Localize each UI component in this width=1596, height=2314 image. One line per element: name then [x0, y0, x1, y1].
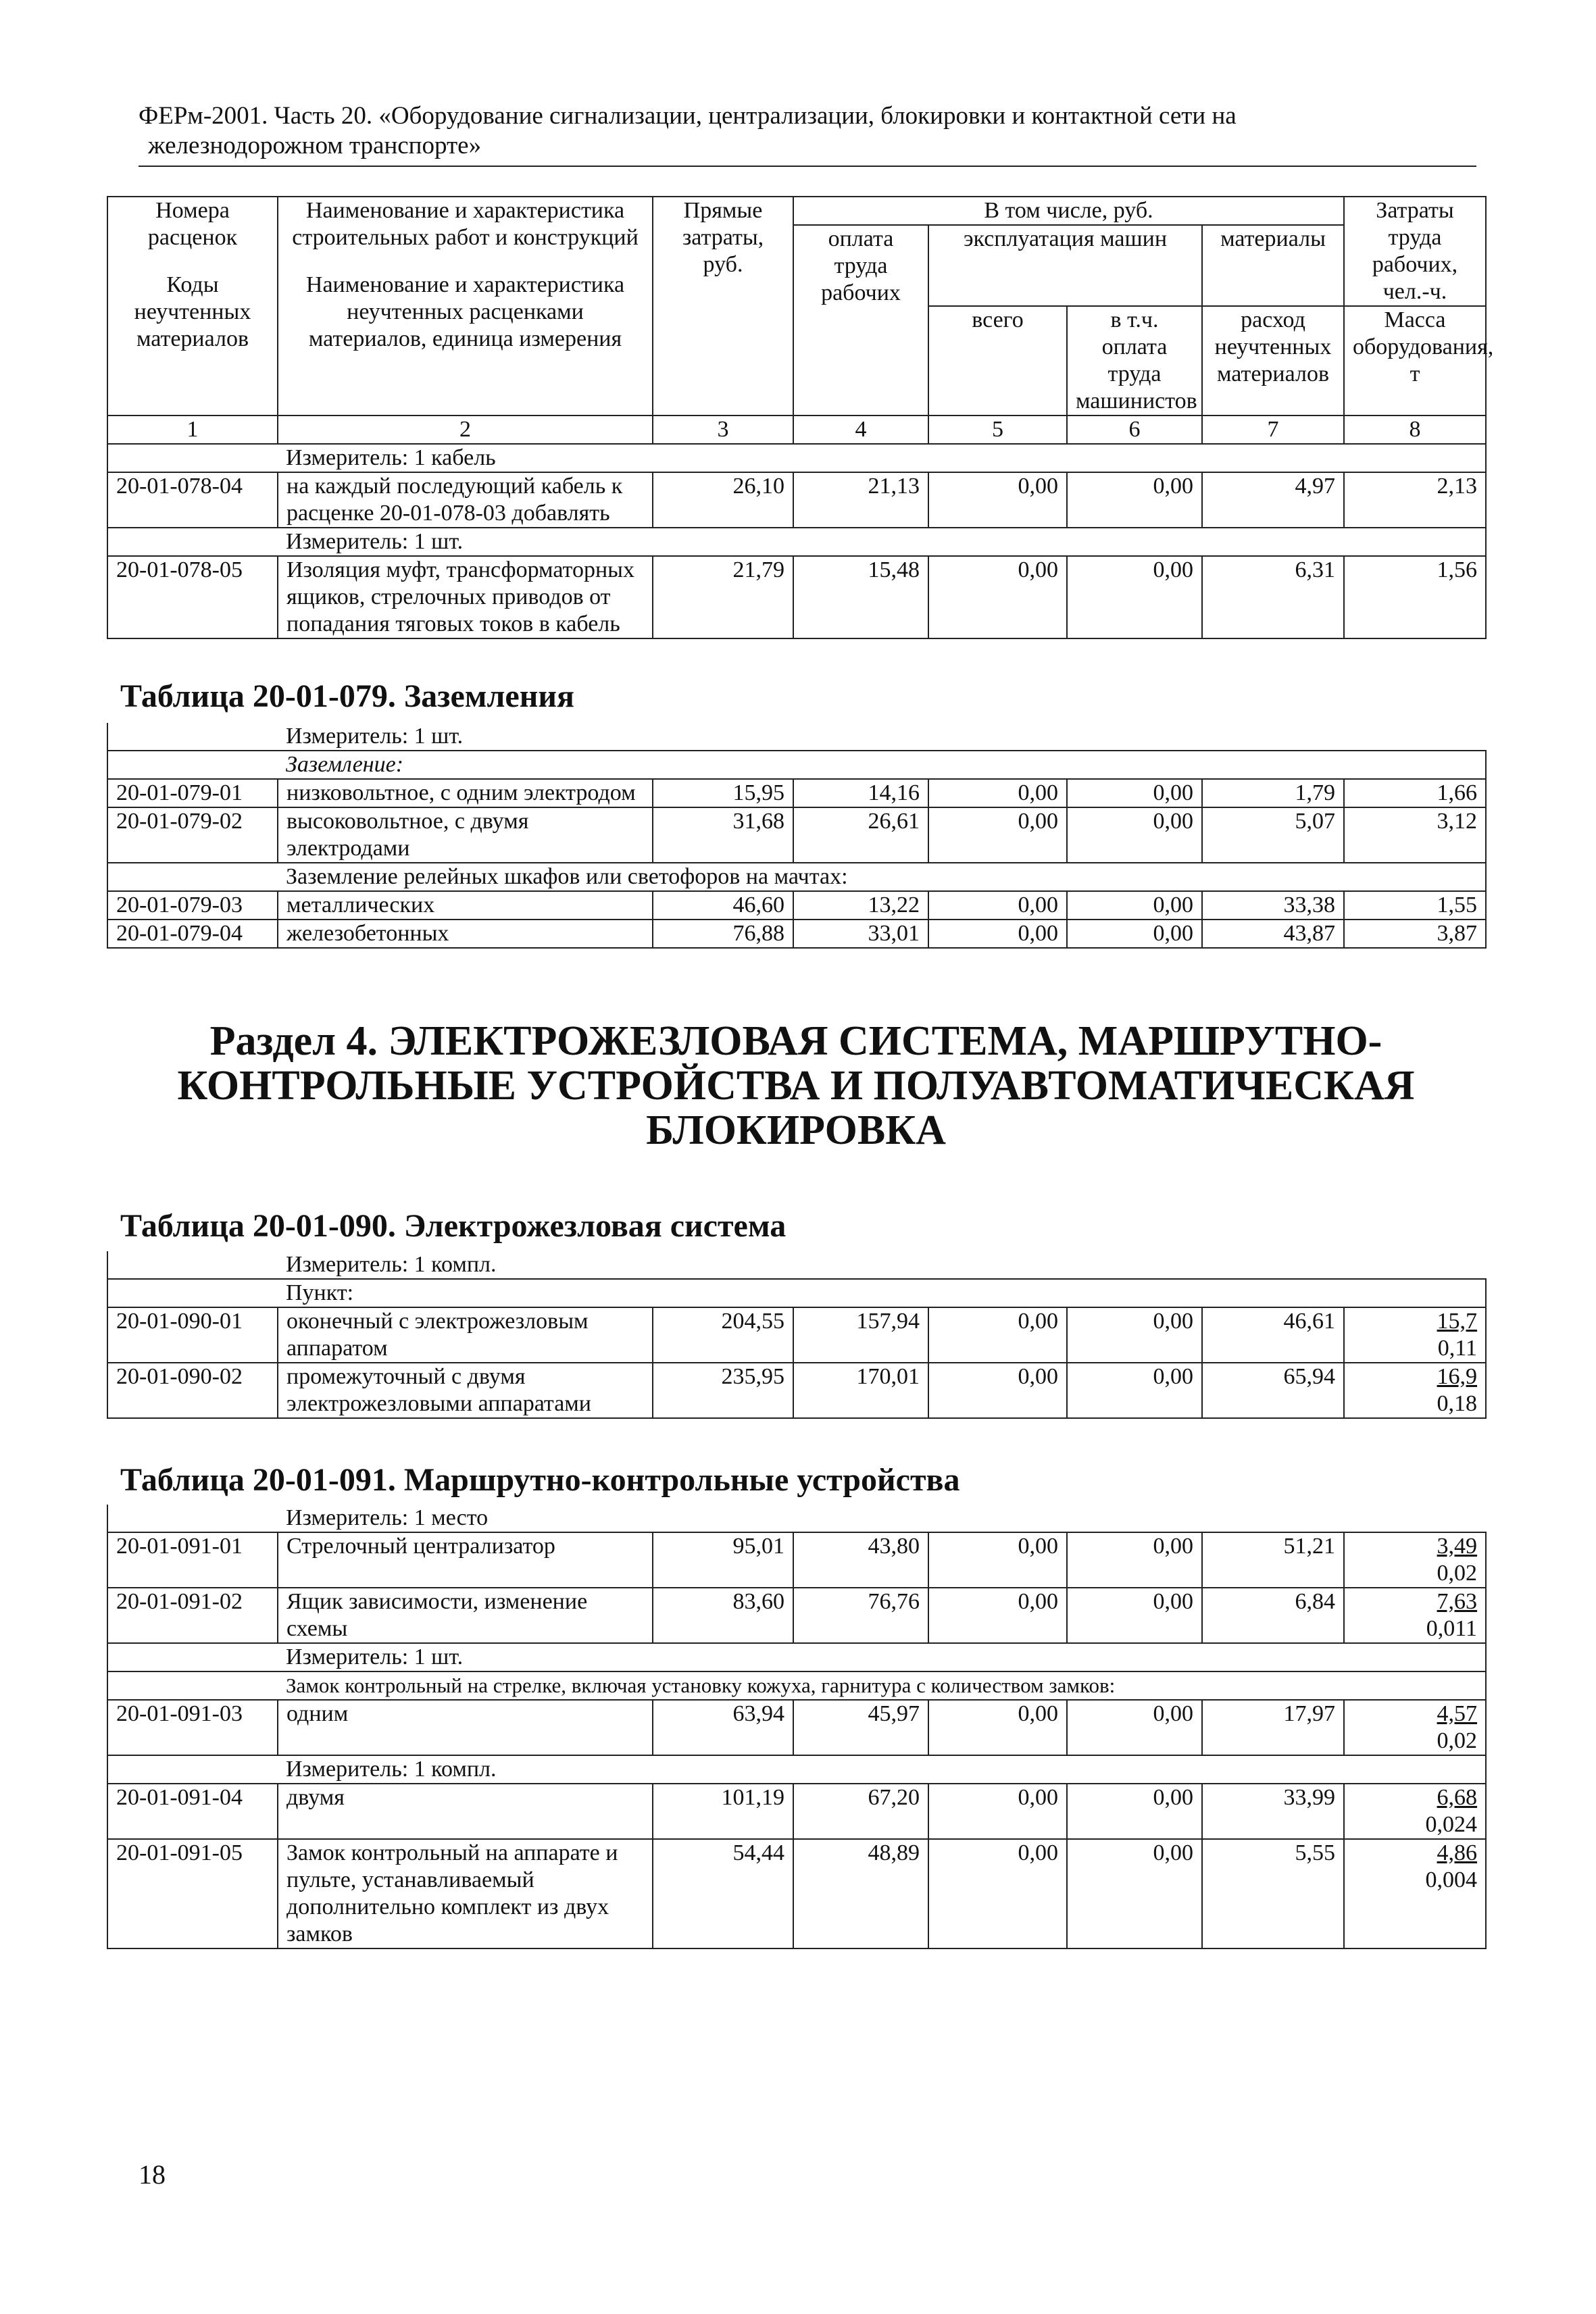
machines-total: 0,00: [928, 472, 1067, 528]
rate-code: 20-01-079-04: [107, 920, 278, 948]
machinists-pay: 0,00: [1067, 920, 1202, 948]
group-label: Заземление:: [278, 751, 1486, 779]
machines-total: 0,00: [928, 807, 1067, 863]
header-line-2: железнодорожном транспорте»: [148, 132, 482, 159]
labor-hours: 1,55: [1344, 891, 1486, 920]
equipment-mass: 0,024: [1425, 1812, 1478, 1837]
table-row: [107, 556, 1486, 638]
labor-hours: 6,68: [1437, 1785, 1478, 1810]
section-title-line-3: БЛОКИРОВКА: [646, 1107, 946, 1153]
table-row: [107, 1307, 1486, 1363]
machinists-pay: 0,00: [1067, 1839, 1202, 1948]
equipment-mass: 0,02: [1437, 1561, 1478, 1586]
table-090-title: Таблица 20-01-090. Электрожезловая система: [120, 1208, 787, 1244]
group-label: Пункт:: [278, 1279, 1486, 1307]
measure-row: [107, 528, 1486, 556]
materials: 33,38: [1202, 891, 1344, 920]
machines-total: 0,00: [928, 920, 1067, 948]
labor-hours: 3,49: [1437, 1534, 1478, 1559]
machinists-pay: 0,00: [1067, 556, 1202, 638]
col-4-header: оплата труда рабочих: [793, 225, 928, 416]
machines-total: 0,00: [928, 1784, 1067, 1839]
rate-code: 20-01-078-04: [107, 472, 278, 528]
group-row: [107, 1671, 1486, 1700]
rate-name: Ящик зависимости, изменение схемы: [278, 1588, 653, 1643]
measure-label: Измеритель: 1 место: [278, 1505, 1486, 1532]
group-row: [107, 863, 1486, 891]
materials: 5,07: [1202, 807, 1344, 863]
col-number: 6: [1067, 416, 1202, 444]
table-row: [107, 1839, 1486, 1948]
labor-pay: 14,16: [793, 779, 928, 807]
machinists-pay: 0,00: [1067, 1784, 1202, 1839]
direct-cost: 204,55: [653, 1307, 793, 1363]
table-row: [107, 779, 1486, 807]
section-title: [107, 1019, 1485, 1153]
col-number: 8: [1344, 416, 1486, 444]
col-3-header: Прямые затраты, руб.: [653, 197, 793, 416]
group-label: Заземление релейных шкафов или светофоров на мачтах:: [278, 863, 1486, 891]
labor-hours-mass: [1344, 1363, 1486, 1418]
machines-total: 0,00: [928, 1363, 1067, 1418]
rate-name: железобетонных: [278, 920, 653, 948]
group-label: Замок контрольный на стрелке, включая установку кожуха, гарнитура с количеством замков:: [278, 1671, 1486, 1700]
labor-pay: 26,61: [793, 807, 928, 863]
machinists-pay: 0,00: [1067, 779, 1202, 807]
labor-hours-mass: [1344, 1532, 1486, 1588]
materials: 17,97: [1202, 1700, 1344, 1755]
machines-header: эксплуатация машин: [928, 225, 1202, 306]
labor-hours: 1,56: [1344, 556, 1486, 638]
labor-hours: 1,66: [1344, 779, 1486, 807]
machines-total: 0,00: [928, 779, 1067, 807]
measure-row: [107, 1251, 1486, 1279]
labor-hours: 15,7: [1437, 1309, 1478, 1334]
machines-total: 0,00: [928, 891, 1067, 920]
direct-cost: 31,68: [653, 807, 793, 863]
machinists-pay: 0,00: [1067, 1532, 1202, 1588]
measure-row: [107, 1505, 1486, 1532]
col-number: 3: [653, 416, 793, 444]
table-079: [107, 723, 1487, 949]
labor-hours: 2,13: [1344, 472, 1486, 528]
direct-cost: 63,94: [653, 1700, 793, 1755]
column-number-row: [107, 416, 1486, 444]
labor-pay: 33,01: [793, 920, 928, 948]
page-number: 18: [139, 2159, 166, 2190]
rate-name: одним: [278, 1700, 653, 1755]
labor-hours: 4,57: [1437, 1701, 1478, 1726]
machines-total: 0,00: [928, 1532, 1067, 1588]
rate-code: 20-01-090-02: [107, 1363, 278, 1418]
rate-name: Замок контрольный на аппарате и пульте, устанавливаемый дополнительно комплект из двух замков: [278, 1839, 653, 1948]
col-5-header: всего: [928, 306, 1067, 416]
table-079-title: Таблица 20-01-079. Заземления: [120, 678, 574, 714]
rate-code: 20-01-079-03: [107, 891, 278, 920]
labor-hours-mass: [1344, 1700, 1486, 1755]
table-091-title: Таблица 20-01-091. Маршрутно-контрольные устройства: [120, 1462, 960, 1498]
materials: 4,97: [1202, 472, 1344, 528]
equipment-mass: 0,011: [1426, 1616, 1478, 1641]
labor-hours: 3,87: [1344, 920, 1486, 948]
labor-pay: 45,97: [793, 1700, 928, 1755]
machines-total: 0,00: [928, 1839, 1067, 1948]
direct-cost: 54,44: [653, 1839, 793, 1948]
machinists-pay: 0,00: [1067, 807, 1202, 863]
direct-cost: 235,95: [653, 1363, 793, 1418]
rate-code: 20-01-091-02: [107, 1588, 278, 1643]
machines-total: 0,00: [928, 1307, 1067, 1363]
labor-pay: 76,76: [793, 1588, 928, 1643]
rate-name: Стрелочный централизатор: [278, 1532, 653, 1588]
labor-pay: 157,94: [793, 1307, 928, 1363]
rate-code: 20-01-091-04: [107, 1784, 278, 1839]
col-6-header: в т.ч. оплата труда машинистов: [1067, 306, 1202, 416]
group-row: [107, 751, 1486, 779]
rate-name: на каждый последующий кабель к расценке 20-01-078-03 добавлять: [278, 472, 653, 528]
col-number: 4: [793, 416, 928, 444]
section-title-line-2: КОНТРОЛЬНЫЕ УСТРОЙСТВА И ПОЛУАВТОМАТИЧЕСКАЯ: [177, 1063, 1415, 1109]
table-row: [107, 472, 1486, 528]
labor-hours: 16,9: [1437, 1364, 1478, 1389]
machinists-pay: 0,00: [1067, 1307, 1202, 1363]
header-table: [107, 196, 1494, 639]
labor-pay: 170,01: [793, 1363, 928, 1418]
incl-header: В том числе, руб.: [793, 197, 1344, 225]
measure-row: [107, 444, 1486, 472]
machinists-pay: 0,00: [1067, 1588, 1202, 1643]
rate-name: Изоляция муфт, трансформаторных ящиков, стрелочных приводов от попадания тяговых токов в кабель: [278, 556, 653, 638]
labor-pay: 48,89: [793, 1839, 928, 1948]
table-row: [107, 920, 1486, 948]
direct-cost: 83,60: [653, 1588, 793, 1643]
direct-cost: 21,79: [653, 556, 793, 638]
rate-code: 20-01-091-01: [107, 1532, 278, 1588]
measure-label: Измеритель: 1 компл.: [278, 1251, 1486, 1279]
labor-hours-mass: [1344, 1307, 1486, 1363]
measure-row: [107, 1755, 1486, 1784]
col-number: 7: [1202, 416, 1344, 444]
col-1-top: Номера расценок: [147, 198, 238, 250]
direct-cost: 15,95: [653, 779, 793, 807]
measure-label: Измеритель: 1 шт.: [278, 1643, 1486, 1671]
measure-label: Измеритель: 1 шт.: [278, 723, 1486, 751]
direct-cost: 101,19: [653, 1784, 793, 1839]
col-1-bottom: Коды неучтенных материалов: [134, 272, 251, 351]
rate-name: двумя: [278, 1784, 653, 1839]
materials: 5,55: [1202, 1839, 1344, 1948]
section-title-line-1: Раздел 4. ЭЛЕКТРОЖЕЗЛОВАЯ СИСТЕМА, МАРШРУТНО-: [209, 1018, 1382, 1064]
labor-pay: 43,80: [793, 1532, 928, 1588]
materials: 1,79: [1202, 779, 1344, 807]
col-number: 1: [107, 416, 278, 444]
machinists-pay: 0,00: [1067, 1700, 1202, 1755]
table-row: [107, 1700, 1486, 1755]
materials: 33,99: [1202, 1784, 1344, 1839]
col-8-bottom-header: Масса оборудования, т: [1344, 306, 1486, 416]
rate-code: 20-01-078-05: [107, 556, 278, 638]
rate-name: низковольтное, с одним электродом: [278, 779, 653, 807]
machinists-pay: 0,00: [1067, 891, 1202, 920]
header-line-1: ФЕРм-2001. Часть 20. «Оборудование сигнализации, централизации, блокировки и контактной сети на: [139, 102, 1237, 130]
page-header: [139, 101, 1476, 161]
equipment-mass: 0,004: [1425, 1867, 1478, 1892]
equipment-mass: 0,02: [1437, 1728, 1478, 1753]
group-row: [107, 1279, 1486, 1307]
labor-hours-mass: [1344, 1588, 1486, 1643]
materials: 46,61: [1202, 1307, 1344, 1363]
rate-code: 20-01-090-01: [107, 1307, 278, 1363]
table-row: [107, 891, 1486, 920]
col-2-top: Наименование и характеристика строительных работ и конструкций: [292, 198, 639, 250]
table-090: [107, 1251, 1487, 1419]
rate-name: оконечный с электрожезловым аппаратом: [278, 1307, 653, 1363]
materials: 43,87: [1202, 920, 1344, 948]
materials: 65,94: [1202, 1363, 1344, 1418]
machinists-pay: 0,00: [1067, 1363, 1202, 1418]
labor-hours: 4,86: [1437, 1840, 1478, 1865]
labor-hours-mass: [1344, 1839, 1486, 1948]
materials: 6,31: [1202, 556, 1344, 638]
direct-cost: 76,88: [653, 920, 793, 948]
table-row: [107, 1588, 1486, 1643]
machines-total: 0,00: [928, 1588, 1067, 1643]
direct-cost: 95,01: [653, 1532, 793, 1588]
measure-row: [107, 723, 1486, 751]
measure-label: Измеритель: 1 кабель: [278, 444, 1486, 472]
labor-hours-mass: [1344, 1784, 1486, 1839]
equipment-mass: 0,18: [1437, 1391, 1478, 1416]
labor-hours: 7,63: [1437, 1589, 1478, 1614]
materials-header: материалы: [1202, 225, 1344, 306]
direct-cost: 46,60: [653, 891, 793, 920]
rate-code: 20-01-091-05: [107, 1839, 278, 1948]
col-2-bottom: Наименование и характеристика неучтенных расценками материалов, единица измерения: [305, 272, 625, 351]
table-091: [107, 1505, 1487, 1949]
table-row: [107, 1363, 1486, 1418]
machinists-pay: 0,00: [1067, 472, 1202, 528]
col-number: 2: [278, 416, 653, 444]
direct-cost: 26,10: [653, 472, 793, 528]
rate-name: промежуточный с двумя электрожезловыми аппаратами: [278, 1363, 653, 1418]
table-row: [107, 1532, 1486, 1588]
measure-row: [107, 1643, 1486, 1671]
col-2-header: [278, 197, 653, 416]
labor-pay: 15,48: [793, 556, 928, 638]
machines-total: 0,00: [928, 556, 1067, 638]
measure-label: Измеритель: 1 компл.: [278, 1755, 1486, 1784]
measure-label: Измеритель: 1 шт.: [278, 528, 1486, 556]
labor-pay: 67,20: [793, 1784, 928, 1839]
rate-code: 20-01-079-02: [107, 807, 278, 863]
col-number: 5: [928, 416, 1067, 444]
header-rule: [139, 166, 1476, 167]
rate-code: 20-01-079-01: [107, 779, 278, 807]
table-row: [107, 1784, 1486, 1839]
rate-name: высоковольтное, с двумя электродами: [278, 807, 653, 863]
equipment-mass: 0,11: [1437, 1336, 1478, 1361]
materials: 51,21: [1202, 1532, 1344, 1588]
materials: 6,84: [1202, 1588, 1344, 1643]
col-8-top-header: Затраты труда рабочих, чел.-ч.: [1344, 197, 1486, 306]
labor-hours: 3,12: [1344, 807, 1486, 863]
col-7-header: расход неучтенных материалов: [1202, 306, 1344, 416]
labor-pay: 13,22: [793, 891, 928, 920]
labor-pay: 21,13: [793, 472, 928, 528]
rate-name: металлических: [278, 891, 653, 920]
col-1-header: [107, 197, 278, 416]
machines-total: 0,00: [928, 1700, 1067, 1755]
rate-code: 20-01-091-03: [107, 1700, 278, 1755]
table-row: [107, 807, 1486, 863]
